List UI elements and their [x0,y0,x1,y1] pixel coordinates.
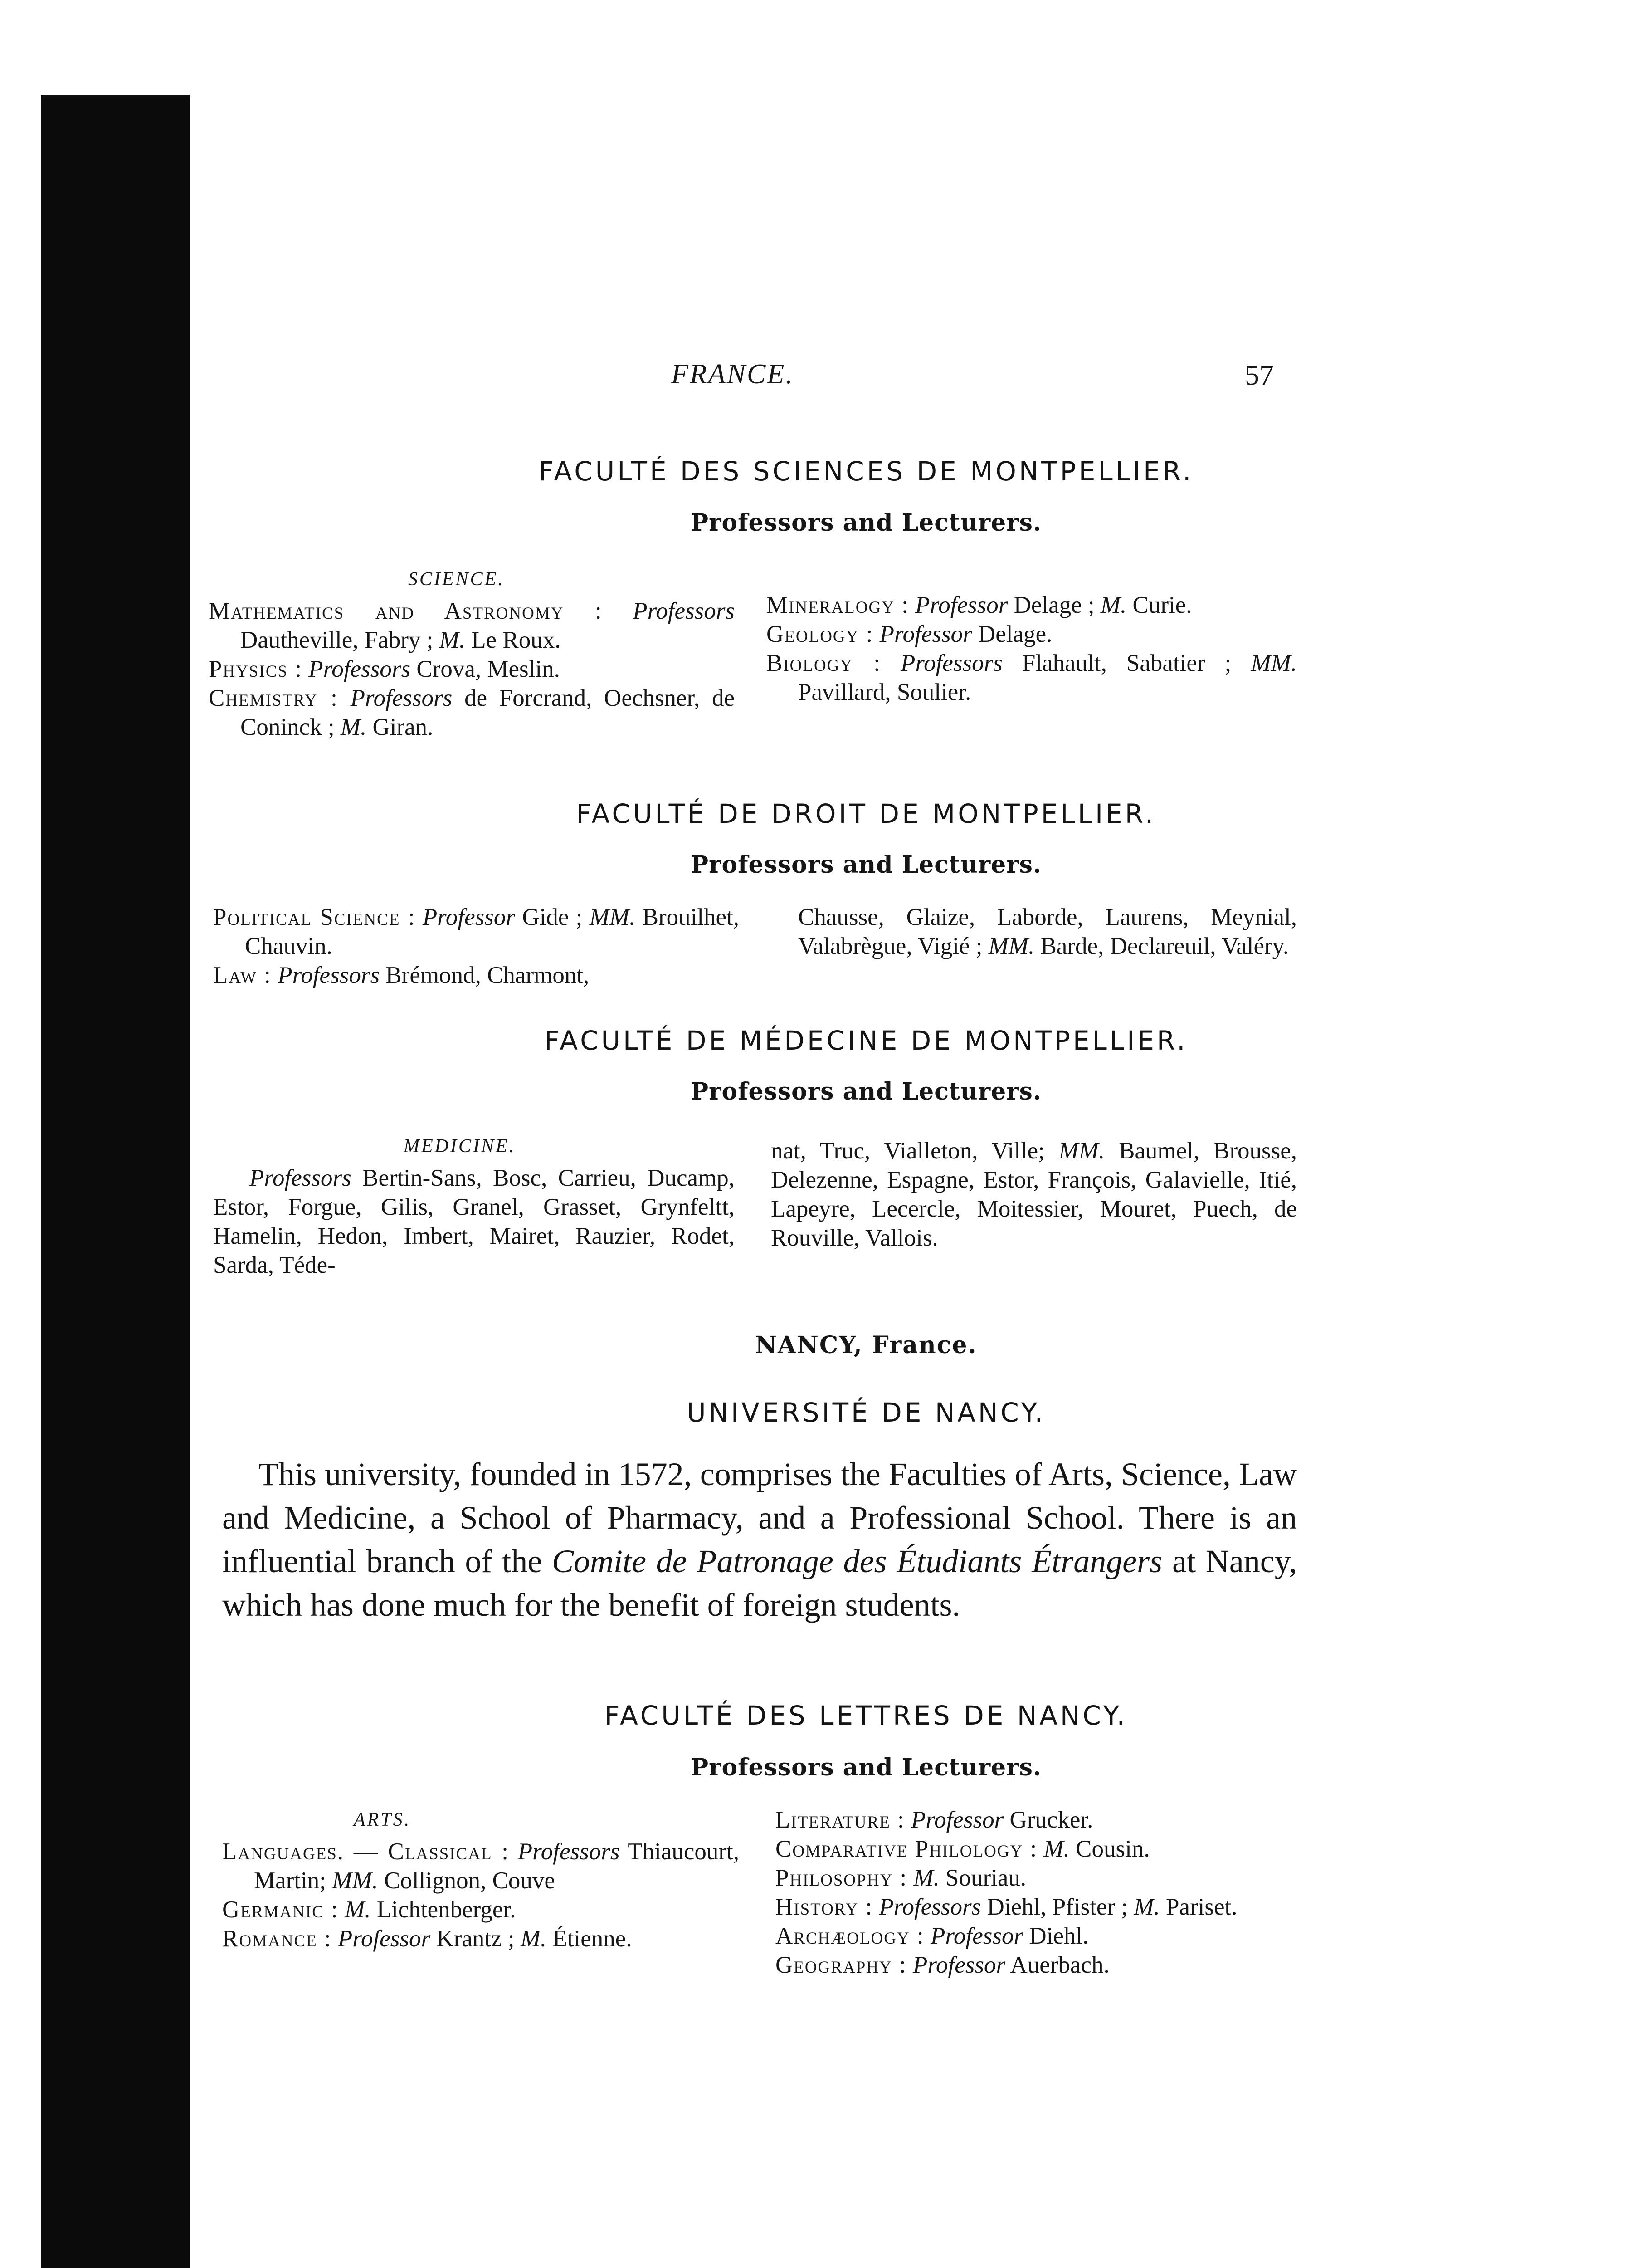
running-header: FRANCE. [671,359,794,390]
section-subtitle: Professors and Lecturers. [691,1078,1042,1105]
entry: Geology : Professor Delage. [766,621,1053,647]
entry: Mineralogy : Professor Delage ; M. Curie. [766,592,1192,618]
entry: Biology : Professors Flahault, Sabatier ; MM. Pavillard, Soulier. [766,650,1297,705]
left-column [209,565,735,742]
entry: Law : Professors Brémond, Charmont, [213,962,590,988]
continuation-text: Chausse, Glaize, Laborde, Laurens, Meynial, Valabrègue, Vigié ; MM. Barde, Declareuil, Valéry. [798,904,1297,959]
entry: Chemistry : Professors de Forcrand, Oechsner, de Coninck ; M. Giran. [209,685,735,740]
section-title-medecine-montpellier: FACULTÉ DE MÉDECINE DE MONTPELLIER. [544,1025,1188,1056]
entry: Romance : Professor Krantz ; M. Étienne. [222,1926,632,1952]
paragraph: Professors Bertin-Sans, Bosc, Carrieu, Ducamp, Estor, Forgue, Gilis, Granel, Grasset, Grynfeltt, Hamelin, Hedon, Imbert, Mairet, Rauzier, Rodet, Sarda, Téde- [213,1165,735,1278]
entry: Philosophy : M. Souriau. [775,1865,1027,1891]
right-column [766,591,1297,707]
right-column [771,1136,1297,1252]
entry: Languages. — Classical : Professors Thiaucourt, Martin; MM. Collignon, Couve [222,1838,740,1894]
page-number: 57 [1245,359,1274,391]
entry: Mathematics and Astronomy : Professors Dautheville, Fabry ; M. Le Roux. [209,598,735,653]
section-subtitle: Professors and Lecturers. [691,509,1042,537]
entry: History : Professors Diehl, Pfister ; M. Pariset. [775,1894,1238,1920]
subject-heading: ARTS. [354,1809,411,1830]
entry: Geography : Professor Auerbach. [775,1952,1110,1978]
section-title-lettres-nancy: FACULTÉ DES LETTRES DE NANCY. [604,1700,1128,1731]
right-column [798,903,1297,961]
entry: Comparative Philology : M. Cousin. [775,1836,1150,1862]
subject-heading: SCIENCE. [408,569,505,590]
section-subtitle: Professors and Lecturers. [691,1754,1042,1781]
scan-binding-edge [41,95,190,2268]
entry: Germanic : M. Lichtenberger. [222,1897,516,1923]
city-heading: NANCY, France. [755,1331,977,1359]
university-title: UNIVERSITÉ DE NANCY. [687,1397,1046,1428]
subject-heading: MEDICINE. [404,1136,516,1157]
paragraph: This university, founded in 1572, comprises the Faculties of Arts, Science, Law and Medicine, a School of Pharmacy, and a Professional School. There is an influential branch of the Comite de Patronage des Étudiants Étrangers at Nancy, which has done much for the benefit of foreign students. [222,1456,1297,1623]
entry: Literature : Professor Grucker. [775,1807,1093,1833]
entry: Physics : Professors Crova, Meslin. [209,656,560,682]
section-subtitle: Professors and Lecturers. [691,851,1042,879]
section-title-sciences-montpellier: FACULTÉ DES SCIENCES DE MONTPELLIER. [538,456,1194,487]
entry: Political Science : Professor Gide ; MM. Brouilhet, Chauvin. [213,904,740,959]
university-description [222,1452,1297,1627]
left-column [213,1132,735,1280]
left-column [213,903,739,990]
section-title-droit-montpellier: FACULTÉ DE DROIT DE MONTPELLIER. [576,798,1156,829]
left-column [222,1805,739,1953]
entry: Archæology : Professor Diehl. [775,1923,1089,1949]
continuation-text: nat, Truc, Vialleton, Ville; MM. Baumel, Brousse, Delezenne, Espagne, Estor, François, Galavielle, Itié, Lapeyre, Lecercle, Moitessier, Mouret, Puech, de Rouville, Vallois. [771,1138,1297,1251]
right-column [775,1805,1301,1980]
